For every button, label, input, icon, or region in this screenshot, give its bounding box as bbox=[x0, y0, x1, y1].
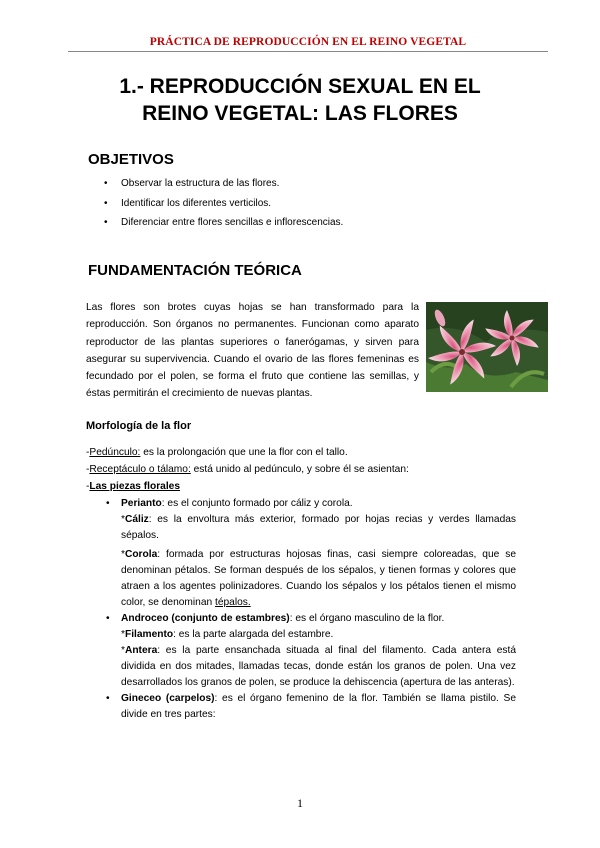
page-number: 1 bbox=[297, 796, 303, 810]
running-header: PRÁCTICA DE REPRODUCCIÓN EN EL REINO VEGETAL bbox=[149, 36, 467, 48]
bullet-star: * bbox=[121, 549, 125, 560]
perianto-text: : es el conjunto formado por cáliz y corola. bbox=[161, 498, 353, 509]
title-line-1: 1.- REPRODUCCIÓN SEXUAL EN EL bbox=[119, 75, 481, 98]
caliz-term: Cáliz bbox=[124, 514, 149, 525]
filamento-term: Filamento bbox=[124, 629, 174, 640]
morfologia-heading: Morfología de la flor bbox=[86, 420, 192, 432]
pedunculo-term: Pedúnculo: bbox=[89, 447, 141, 458]
gineceo-item bbox=[104, 691, 516, 723]
receptaculo-term: Receptáculo o tálamo: bbox=[89, 464, 191, 475]
piezas-florales-term: Las piezas florales bbox=[89, 481, 181, 492]
pedunculo-text: es la prolongación que une la flor con el tallo. bbox=[140, 447, 348, 458]
receptaculo-definition bbox=[86, 462, 409, 478]
objetivo-item: • Identificar los diferentes verticilos. bbox=[104, 197, 343, 217]
perianto-term: Perianto bbox=[121, 498, 162, 509]
objetivo-item: • Observar la estructura de las flores. bbox=[104, 177, 343, 197]
androceo-term: Androceo (conjunto de estambres) bbox=[121, 613, 290, 624]
dash: - bbox=[86, 447, 90, 458]
lily-flower-photo bbox=[426, 302, 548, 392]
filamento-text: : es la parte alargada del estambre. bbox=[173, 629, 334, 640]
intro-paragraph: Las flores son brotes cuyas hojas se han transformado para la reproducción. Son órganos no permanentes. Funcionan como aparato reproductor de las plantas superiores o fanerógamas, y sirven para asegurar su supervivencia. Cuando el ovario de las flores femeninas es fecundado por el polen, se forma el fruto que contiene las semillas, y éstas permitirán el crecimiento de nuevas plantas. bbox=[86, 302, 419, 400]
corola-text: : formada por estructuras hojosas finas, casi siempre coloreadas, que se denominan pétalos. Se forman después de los sépalos, y tienen formas y colores que atraen a los agentes polinizadores. Cuando los sépalos y los pétalos tienen el mismo color, se denominan bbox=[121, 549, 516, 608]
piezas-florales-heading bbox=[86, 479, 180, 495]
header-rule bbox=[68, 51, 548, 52]
gineceo-term: Gineceo (carpelos) bbox=[121, 693, 215, 704]
bullet-star: * bbox=[121, 514, 125, 525]
objetivos-list bbox=[104, 177, 343, 236]
perianto-item bbox=[104, 496, 516, 611]
pedunculo-definition bbox=[86, 445, 348, 461]
bullet-star: * bbox=[121, 629, 125, 640]
antera-term: Antera bbox=[124, 645, 158, 656]
piezas-florales-list bbox=[104, 496, 516, 723]
dash: - bbox=[86, 464, 90, 475]
corola-term: Corola bbox=[124, 549, 158, 560]
title-line-2: REINO VEGETAL: LAS FLORES bbox=[142, 102, 458, 125]
tepalos-term: tépalos. bbox=[215, 597, 251, 608]
receptaculo-text: está unido al pedúnculo, y sobre él se asientan: bbox=[190, 464, 409, 475]
androceo-item bbox=[104, 611, 516, 691]
page-title bbox=[70, 73, 530, 127]
gineceo-text: : es el órgano femenino de la flor. También se llama pistilo. Se divide en tres partes: bbox=[121, 693, 516, 720]
objetivos-heading: OBJETIVOS bbox=[88, 151, 174, 168]
androceo-text: : es el órgano masculino de la flor. bbox=[289, 613, 445, 624]
caliz-text: : es la envoltura más exterior, formado por hojas recias y verdes llamadas sépalos. bbox=[121, 514, 516, 541]
antera-text: : es la parte ensanchada situada al final del filamento. Cada antera está dividida en dos mitades, llamadas tecas, donde están los granos de polen. Una vez desarrollados los granos de polen, se produce la dehiscencia (apertura de las anteras). bbox=[121, 645, 516, 688]
objetivo-item: • Diferenciar entre flores sencillas e inflorescencias. bbox=[104, 216, 343, 236]
bullet-star: * bbox=[121, 645, 125, 656]
fundamentacion-heading: FUNDAMENTACIÓN TEÓRICA bbox=[88, 262, 302, 279]
dash: - bbox=[86, 481, 90, 492]
